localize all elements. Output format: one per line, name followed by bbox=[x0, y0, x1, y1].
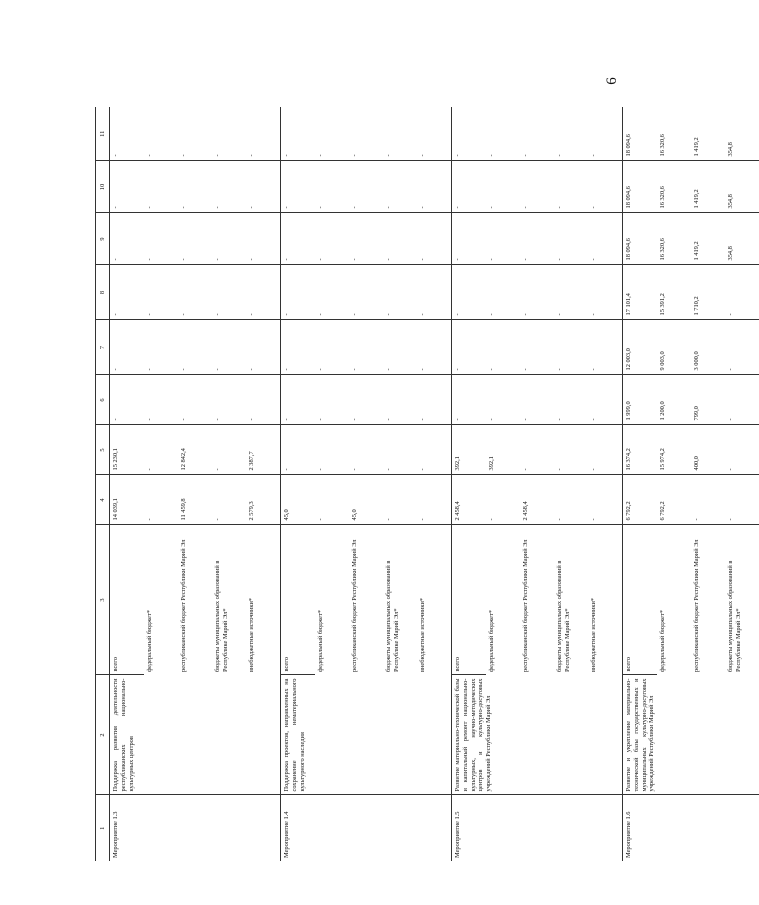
value-cell: 1 200,0 bbox=[657, 375, 691, 425]
value-cell: - bbox=[452, 375, 487, 425]
value-cell: - bbox=[486, 320, 520, 375]
value-cell: - bbox=[281, 107, 316, 161]
value-cell: - bbox=[383, 425, 417, 475]
value-cell: - bbox=[144, 107, 178, 161]
value-cell: 45,0 bbox=[281, 475, 316, 525]
event-description-cell: Поддержка проектов, направленных на сохранение нематериального культурного наследия bbox=[281, 675, 452, 795]
value-cell: - bbox=[315, 213, 349, 265]
value-cell: - bbox=[281, 425, 316, 475]
value-cell: - bbox=[281, 213, 316, 265]
value-cell: 18 094,6 bbox=[623, 213, 658, 265]
header-cell: 11 bbox=[96, 107, 110, 161]
value-cell: - bbox=[417, 375, 452, 425]
value-cell: - bbox=[588, 107, 623, 161]
value-cell: - bbox=[588, 320, 623, 375]
value-cell: - bbox=[417, 265, 452, 320]
header-cell: 5 bbox=[96, 425, 110, 475]
value-cell: - bbox=[486, 161, 520, 213]
value-cell: - bbox=[246, 265, 281, 320]
value-cell: 2 387,7 bbox=[246, 425, 281, 475]
value-cell: - bbox=[588, 375, 623, 425]
event-name-cell: Мероприятие 1.3 bbox=[110, 795, 281, 861]
value-cell: - bbox=[452, 107, 487, 161]
value-cell: 16 320,6 bbox=[657, 107, 691, 161]
value-cell: - bbox=[144, 320, 178, 375]
rotated-table-container bbox=[95, 107, 742, 861]
value-cell: - bbox=[452, 213, 487, 265]
header-cell: 10 bbox=[96, 161, 110, 213]
table-row bbox=[281, 107, 316, 861]
value-cell: 392,1 bbox=[486, 425, 520, 475]
value-cell: - bbox=[178, 265, 212, 320]
header-cell: 7 bbox=[96, 320, 110, 375]
value-cell: - bbox=[520, 213, 554, 265]
value-cell: - bbox=[178, 375, 212, 425]
event-name-cell: Мероприятие 1.4 bbox=[281, 795, 452, 861]
value-cell: 799,0 bbox=[691, 375, 725, 425]
value-cell: - bbox=[554, 475, 588, 525]
page-number: 6 bbox=[603, 77, 620, 85]
value-cell: - bbox=[212, 475, 246, 525]
value-cell: 12 003,0 bbox=[623, 320, 658, 375]
value-cell: - bbox=[212, 375, 246, 425]
value-cell: 1 419,2 bbox=[691, 213, 725, 265]
value-cell: 400,0 bbox=[691, 425, 725, 475]
value-cell: - bbox=[281, 375, 316, 425]
value-cell: 6 792,2 bbox=[657, 475, 691, 525]
funding-source-cell: внебюджетные источники* bbox=[248, 597, 255, 672]
value-cell: - bbox=[383, 161, 417, 213]
value-cell: - bbox=[520, 265, 554, 320]
value-cell: - bbox=[315, 375, 349, 425]
value-cell: - bbox=[383, 320, 417, 375]
value-cell: 18 094,6 bbox=[623, 107, 658, 161]
value-cell: - bbox=[452, 161, 487, 213]
funding-table bbox=[95, 107, 759, 861]
value-cell: - bbox=[212, 213, 246, 265]
value-cell: - bbox=[417, 425, 452, 475]
funding-source-cell: республиканский бюджет Республики Марий Эл bbox=[522, 539, 529, 672]
value-cell: - bbox=[144, 213, 178, 265]
table-row bbox=[452, 107, 487, 861]
value-cell: - bbox=[315, 161, 349, 213]
value-cell: - bbox=[349, 265, 383, 320]
value-cell: 3 000,0 bbox=[691, 320, 725, 375]
value-cell: - bbox=[417, 475, 452, 525]
value-cell: - bbox=[110, 265, 145, 320]
value-cell: 354,8 bbox=[725, 161, 759, 213]
value-cell: - bbox=[281, 320, 316, 375]
value-cell: - bbox=[383, 475, 417, 525]
value-cell: - bbox=[588, 213, 623, 265]
value-cell: - bbox=[383, 213, 417, 265]
value-cell: - bbox=[315, 265, 349, 320]
header-cell: 3 bbox=[96, 525, 110, 675]
value-cell: - bbox=[520, 425, 554, 475]
header-cell: 8 bbox=[96, 265, 110, 320]
funding-source-cell: всего bbox=[452, 525, 487, 675]
value-cell: - bbox=[588, 425, 623, 475]
funding-source-cell: республиканский бюджет Республики Марий Эл bbox=[351, 539, 358, 672]
value-cell: - bbox=[349, 320, 383, 375]
value-cell: - bbox=[246, 161, 281, 213]
value-cell: 1 419,2 bbox=[691, 107, 725, 161]
value-cell: - bbox=[144, 265, 178, 320]
value-cell: 2 458,4 bbox=[452, 475, 487, 525]
value-cell: - bbox=[554, 320, 588, 375]
value-cell: - bbox=[452, 265, 487, 320]
value-cell: - bbox=[144, 475, 178, 525]
value-cell: - bbox=[144, 161, 178, 213]
value-cell: - bbox=[212, 161, 246, 213]
value-cell: - bbox=[383, 265, 417, 320]
value-cell: - bbox=[417, 320, 452, 375]
value-cell: - bbox=[281, 265, 316, 320]
value-cell: - bbox=[315, 320, 349, 375]
header-cell: 6 bbox=[96, 375, 110, 425]
value-cell: - bbox=[452, 320, 487, 375]
value-cell: - bbox=[246, 320, 281, 375]
header-cell: 2 bbox=[96, 675, 110, 795]
funding-source-cell: республиканский бюджет Республики Марий Эл bbox=[693, 539, 700, 672]
event-name-cell: Мероприятие 1.6 bbox=[623, 795, 759, 861]
value-cell: 2 458,4 bbox=[520, 475, 554, 525]
value-cell: - bbox=[520, 375, 554, 425]
value-cell: - bbox=[349, 425, 383, 475]
value-cell: - bbox=[486, 107, 520, 161]
header-row bbox=[96, 107, 110, 861]
table-body bbox=[110, 107, 759, 861]
value-cell: 14 039,1 bbox=[110, 475, 145, 525]
value-cell: 15 391,2 bbox=[657, 265, 691, 320]
value-cell: - bbox=[144, 375, 178, 425]
value-cell: - bbox=[486, 375, 520, 425]
value-cell: - bbox=[281, 161, 316, 213]
value-cell: - bbox=[110, 161, 145, 213]
header-cell: 4 bbox=[96, 475, 110, 525]
value-cell: 2 579,3 bbox=[246, 475, 281, 525]
value-cell: - bbox=[588, 161, 623, 213]
value-cell: - bbox=[725, 265, 759, 320]
value-cell: - bbox=[486, 213, 520, 265]
event-description-cell: Поддержка развития деятельности республиканских национально-культурных центров bbox=[110, 675, 281, 795]
value-cell: - bbox=[246, 375, 281, 425]
value-cell: 18 094,6 bbox=[623, 161, 658, 213]
value-cell: 6 792,2 bbox=[623, 475, 658, 525]
value-cell: - bbox=[520, 320, 554, 375]
value-cell: - bbox=[520, 161, 554, 213]
value-cell: - bbox=[349, 107, 383, 161]
funding-source-cell: бюджеты муниципальных образований в Республике Марий Эл* bbox=[556, 560, 571, 672]
value-cell: - bbox=[588, 265, 623, 320]
value-cell: 15 974,2 bbox=[657, 425, 691, 475]
value-cell: 16 320,6 bbox=[657, 213, 691, 265]
value-cell: - bbox=[725, 375, 759, 425]
value-cell: - bbox=[725, 475, 759, 525]
value-cell: - bbox=[554, 375, 588, 425]
value-cell: - bbox=[110, 320, 145, 375]
value-cell: 16 320,6 bbox=[657, 161, 691, 213]
value-cell: 1 710,2 bbox=[691, 265, 725, 320]
value-cell: - bbox=[212, 107, 246, 161]
value-cell: 1 419,2 bbox=[691, 161, 725, 213]
funding-source-cell: бюджеты муниципальных образований в Республике Марий Эл* bbox=[385, 560, 400, 672]
value-cell: - bbox=[315, 425, 349, 475]
table-row bbox=[623, 107, 658, 861]
value-cell: - bbox=[144, 425, 178, 475]
value-cell: - bbox=[315, 107, 349, 161]
header-cell: 9 bbox=[96, 213, 110, 265]
value-cell: - bbox=[691, 475, 725, 525]
value-cell: - bbox=[110, 213, 145, 265]
value-cell: 1 999,0 bbox=[623, 375, 658, 425]
value-cell: - bbox=[383, 107, 417, 161]
value-cell: - bbox=[417, 107, 452, 161]
value-cell: - bbox=[178, 320, 212, 375]
funding-source-cell: всего bbox=[623, 525, 658, 675]
value-cell: - bbox=[212, 265, 246, 320]
funding-source-cell: бюджеты муниципальных образований в Республике Марий Эл* bbox=[214, 560, 229, 672]
funding-source-cell: внебюджетные источники* bbox=[419, 597, 426, 672]
value-cell: - bbox=[349, 161, 383, 213]
value-cell: - bbox=[178, 161, 212, 213]
funding-source-cell: федеральный бюджет* bbox=[488, 609, 495, 672]
event-name-cell: Мероприятие 1.5 bbox=[452, 795, 623, 861]
value-cell: - bbox=[417, 213, 452, 265]
value-cell: - bbox=[554, 265, 588, 320]
value-cell: - bbox=[588, 475, 623, 525]
value-cell: - bbox=[246, 213, 281, 265]
value-cell: - bbox=[349, 375, 383, 425]
value-cell: - bbox=[554, 161, 588, 213]
value-cell: - bbox=[383, 375, 417, 425]
value-cell: 354,8 bbox=[725, 107, 759, 161]
funding-source-cell: федеральный бюджет* bbox=[659, 609, 666, 672]
value-cell: - bbox=[349, 213, 383, 265]
value-cell: - bbox=[725, 425, 759, 475]
value-cell: 11 459,8 bbox=[178, 475, 212, 525]
funding-source-cell: всего bbox=[281, 525, 316, 675]
funding-source-cell: республиканский бюджет Республики Марий Эл bbox=[180, 539, 187, 672]
event-description-cell: Развитие материально-технической базы и капитальный ремонт национально-культурных, научно-методических центров и культурно-досуговых учреждений Республики Марий Эл bbox=[452, 675, 623, 795]
value-cell: - bbox=[486, 265, 520, 320]
value-cell: - bbox=[554, 425, 588, 475]
value-cell: - bbox=[554, 213, 588, 265]
table-row bbox=[110, 107, 145, 861]
value-cell: - bbox=[110, 107, 145, 161]
funding-source-cell: бюджеты муниципальных образований в Республике Марий Эл* bbox=[727, 560, 742, 672]
funding-source-cell: федеральный бюджет* bbox=[146, 609, 153, 672]
value-cell: 15 230,1 bbox=[110, 425, 145, 475]
value-cell: - bbox=[417, 161, 452, 213]
value-cell: - bbox=[520, 107, 554, 161]
value-cell: 16 374,2 bbox=[623, 425, 658, 475]
value-cell: - bbox=[178, 107, 212, 161]
value-cell: 12 842,4 bbox=[178, 425, 212, 475]
value-cell: - bbox=[725, 320, 759, 375]
value-cell: - bbox=[246, 107, 281, 161]
funding-source-cell: внебюджетные источники* bbox=[590, 597, 597, 672]
event-description-cell: Развитие и укрепление материально-технической базы государственных и муниципальных культурно-досуговых учреждений Республики Марий Эл bbox=[623, 675, 759, 795]
value-cell: - bbox=[212, 425, 246, 475]
value-cell: - bbox=[315, 475, 349, 525]
value-cell: - bbox=[486, 475, 520, 525]
value-cell: 17 101,4 bbox=[623, 265, 658, 320]
funding-source-cell: федеральный бюджет* bbox=[317, 609, 324, 672]
value-cell: 45,0 bbox=[349, 475, 383, 525]
value-cell: - bbox=[554, 107, 588, 161]
value-cell: 392,1 bbox=[452, 425, 487, 475]
value-cell: - bbox=[110, 375, 145, 425]
funding-source-cell: всего bbox=[110, 525, 145, 675]
header-cell: 1 bbox=[96, 795, 110, 861]
value-cell: - bbox=[212, 320, 246, 375]
value-cell: - bbox=[178, 213, 212, 265]
value-cell: 9 003,0 bbox=[657, 320, 691, 375]
value-cell: 354,8 bbox=[725, 213, 759, 265]
